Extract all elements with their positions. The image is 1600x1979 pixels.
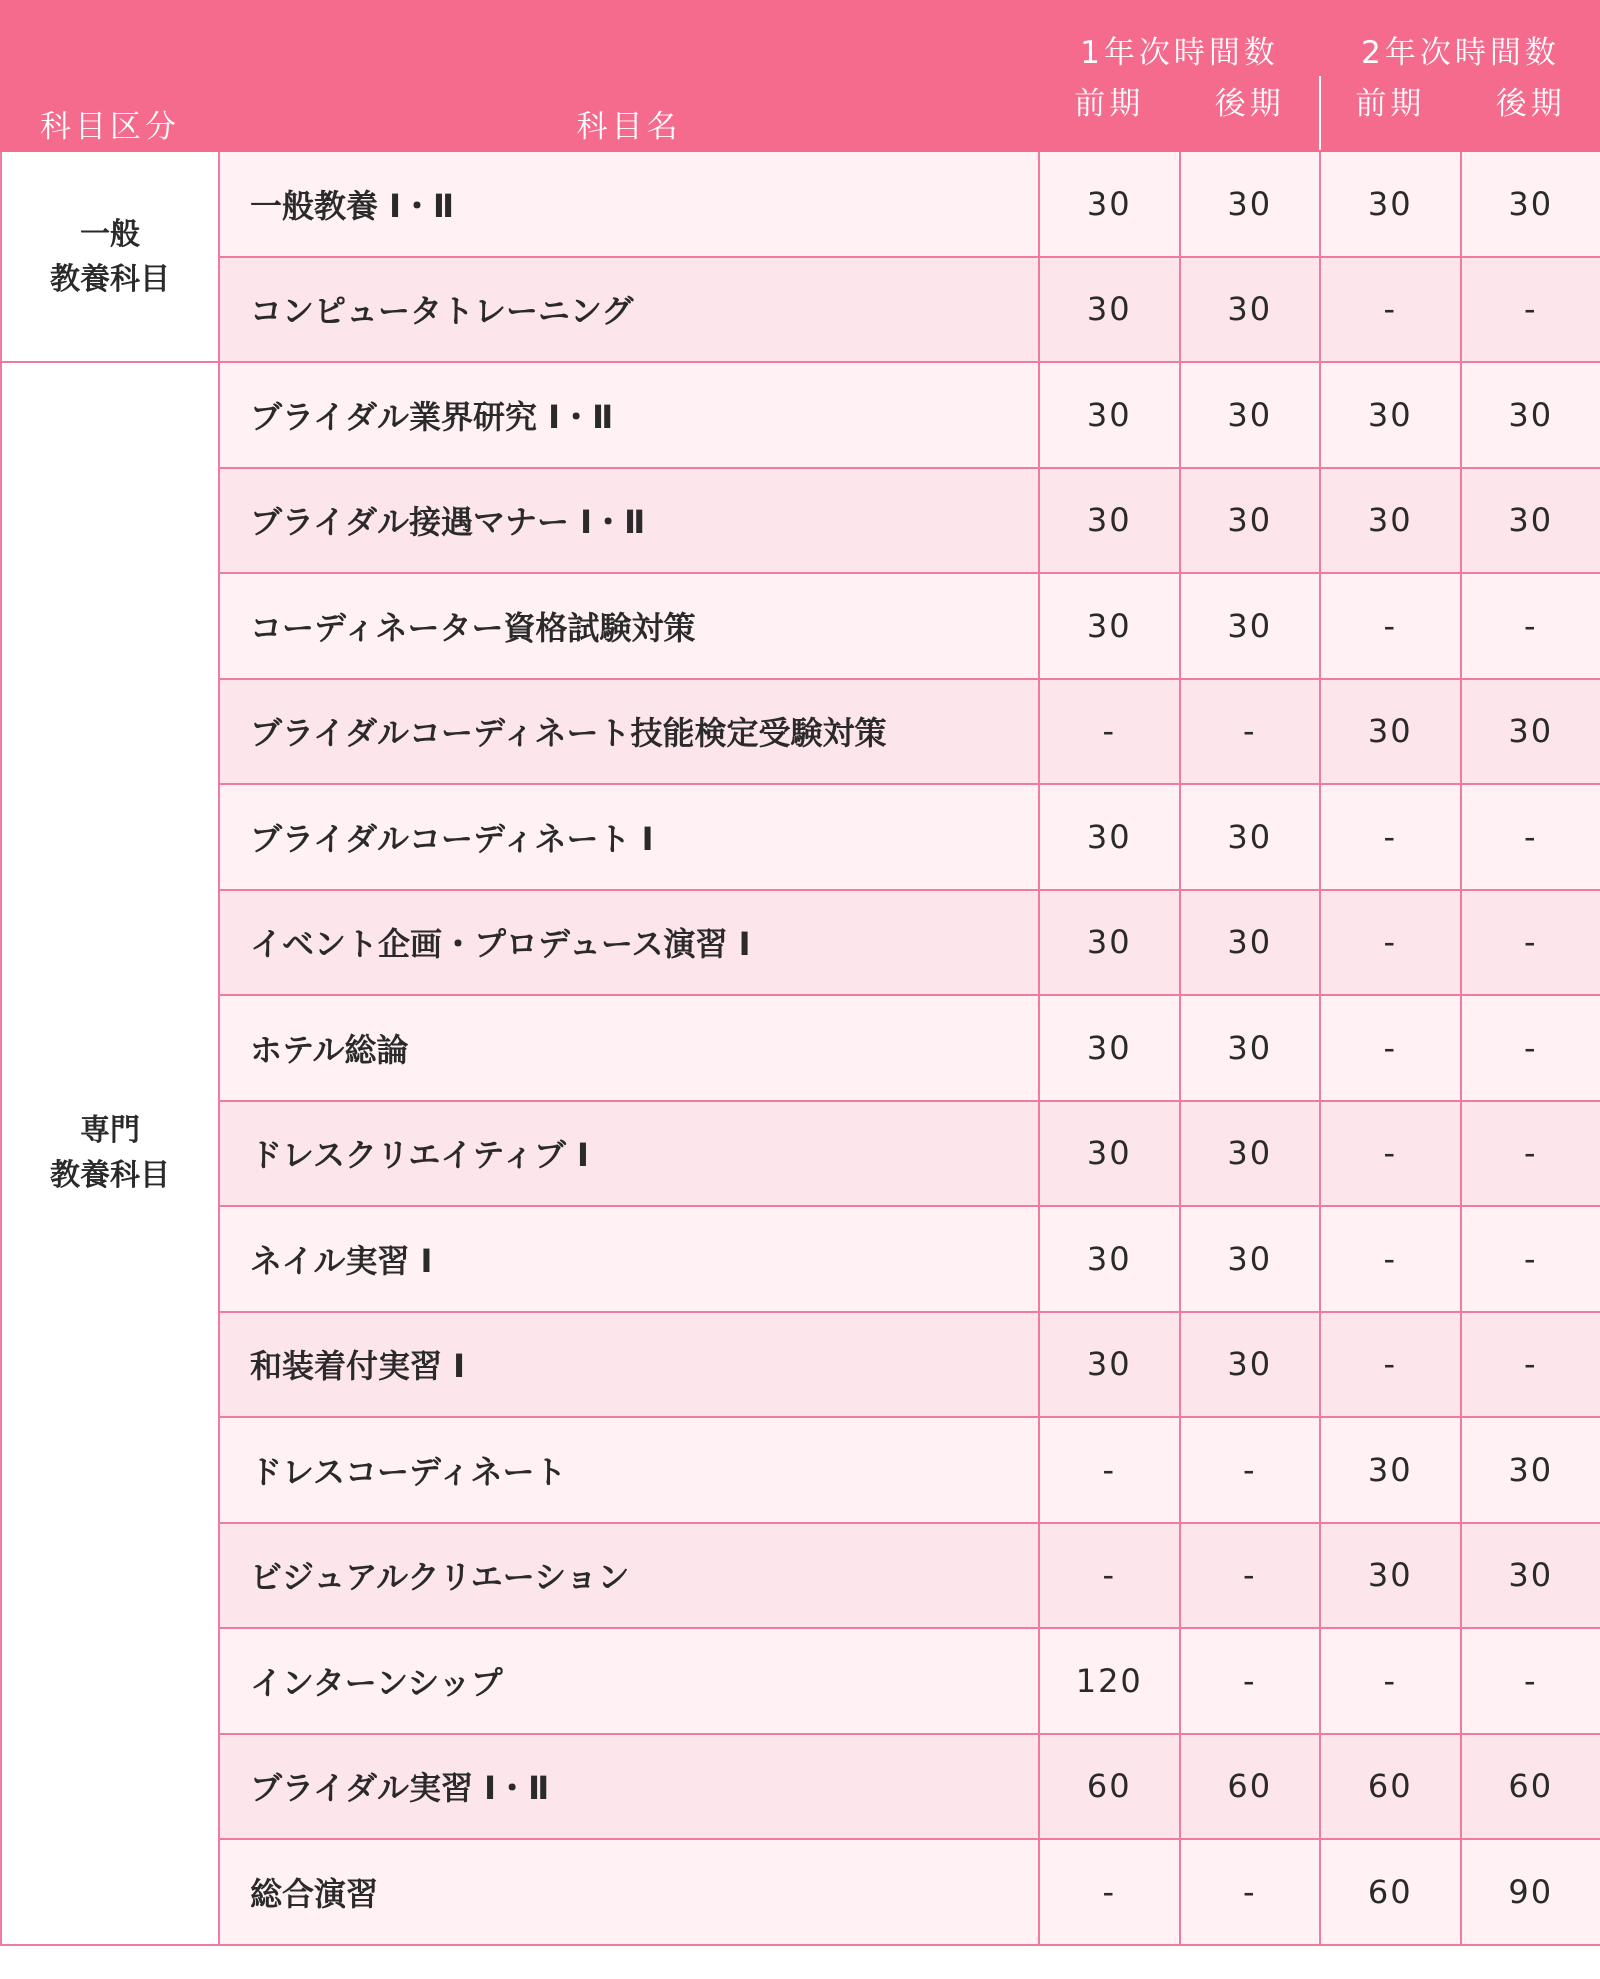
table-row — [1, 1206, 1600, 1312]
hours-cell-y1a: 120 — [1039, 1628, 1180, 1734]
hours-cell-y1b: 60 — [1180, 1734, 1321, 1840]
hours-cell-y2b: - — [1461, 784, 1600, 890]
table-row — [1, 468, 1600, 574]
hours-cell-y2a: 30 — [1320, 151, 1461, 257]
header-year2-hours: 2年次時間数 — [1320, 1, 1600, 76]
subject-name-cell: ブライダル実習 Ⅰ・Ⅱ — [219, 1734, 1039, 1840]
subject-name-cell: ブライダルコーディネート技能検定受験対策 — [219, 679, 1039, 785]
header-category: 科目区分 — [1, 1, 219, 151]
subject-name-cell: イベント企画・プロデュース演習 Ⅰ — [219, 890, 1039, 996]
hours-cell-y2b: 90 — [1461, 1839, 1600, 1945]
table-row — [1, 995, 1600, 1101]
hours-cell-y1a: - — [1039, 1839, 1180, 1945]
hours-cell-y1a: 30 — [1039, 995, 1180, 1101]
category-label-line2: 教養科目 — [50, 261, 170, 297]
hours-cell-y2a: 30 — [1320, 362, 1461, 468]
subject-name-cell: ブライダル業界研究 Ⅰ・Ⅱ — [219, 362, 1039, 468]
subject-name-cell: コンピュータトレーニング — [219, 257, 1039, 363]
subject-name-cell: ドレスコーディネート — [219, 1417, 1039, 1523]
hours-cell-y1b: 30 — [1180, 784, 1321, 890]
hours-cell-y1b: 30 — [1180, 995, 1321, 1101]
hours-cell-y1b: 30 — [1180, 1101, 1321, 1207]
hours-cell-y2b: 60 — [1461, 1734, 1600, 1840]
hours-cell-y1b: - — [1180, 1417, 1321, 1523]
table-row — [1, 1312, 1600, 1418]
hours-cell-y2a: 30 — [1320, 1523, 1461, 1629]
table-body — [1, 151, 1600, 1945]
hours-cell-y1a: 30 — [1039, 468, 1180, 574]
subject-name-cell: ドレスクリエイティブ Ⅰ — [219, 1101, 1039, 1207]
table-row — [1, 784, 1600, 890]
subject-name-cell: ブライダルコーディネート Ⅰ — [219, 784, 1039, 890]
hours-cell-y1b: - — [1180, 1628, 1321, 1734]
hours-cell-y2b: - — [1461, 1312, 1600, 1418]
hours-cell-y2a: 30 — [1320, 679, 1461, 785]
hours-cell-y1b: 30 — [1180, 468, 1321, 574]
hours-cell-y2b: - — [1461, 257, 1600, 363]
hours-cell-y2a: 60 — [1320, 1839, 1461, 1945]
subject-name-cell: コーディネーター資格試験対策 — [219, 573, 1039, 679]
hours-cell-y1b: 30 — [1180, 1206, 1321, 1312]
category-cell — [1, 151, 219, 362]
hours-cell-y2a: - — [1320, 257, 1461, 363]
table-row — [1, 362, 1600, 468]
hours-cell-y2a: - — [1320, 1628, 1461, 1734]
hours-cell-y2a: - — [1320, 1101, 1461, 1207]
hours-cell-y1b: - — [1180, 1523, 1321, 1629]
hours-cell-y1b: 30 — [1180, 573, 1321, 679]
header-year1-first-half: 前期 — [1039, 76, 1180, 151]
hours-cell-y2a: - — [1320, 573, 1461, 679]
table-row — [1, 257, 1600, 363]
hours-cell-y1a: 30 — [1039, 151, 1180, 257]
category-label-line1: 専門 — [80, 1113, 140, 1149]
hours-cell-y1b: 30 — [1180, 362, 1321, 468]
hours-cell-y2a: - — [1320, 1312, 1461, 1418]
hours-cell-y2a: - — [1320, 995, 1461, 1101]
hours-cell-y1b: 30 — [1180, 1312, 1321, 1418]
hours-cell-y1a: 30 — [1039, 1101, 1180, 1207]
hours-cell-y1b: 30 — [1180, 151, 1321, 257]
subject-name-cell: ビジュアルクリエーション — [219, 1523, 1039, 1629]
table-row — [1, 573, 1600, 679]
hours-cell-y2b: - — [1461, 1206, 1600, 1312]
category-cell — [1, 362, 219, 1945]
hours-cell-y2b: 30 — [1461, 1417, 1600, 1523]
hours-cell-y1a: 60 — [1039, 1734, 1180, 1840]
hours-cell-y1a: 30 — [1039, 1206, 1180, 1312]
table-row — [1, 1417, 1600, 1523]
table-header — [1, 1, 1600, 151]
hours-cell-y2b: 30 — [1461, 679, 1600, 785]
hours-cell-y2b: 30 — [1461, 362, 1600, 468]
hours-cell-y2b: - — [1461, 995, 1600, 1101]
category-label-line2: 教養科目 — [50, 1158, 170, 1194]
hours-cell-y2b: 30 — [1461, 1523, 1600, 1629]
hours-cell-y1b: - — [1180, 1839, 1321, 1945]
subject-name-cell: 和装着付実習 Ⅰ — [219, 1312, 1039, 1418]
hours-cell-y2b: - — [1461, 573, 1600, 679]
subject-name-cell: 一般教養 Ⅰ・Ⅱ — [219, 151, 1039, 257]
hours-cell-y1a: - — [1039, 1523, 1180, 1629]
table-row — [1, 1101, 1600, 1207]
header-year2-first-half: 前期 — [1320, 76, 1461, 151]
category-label-line1: 一般 — [80, 216, 140, 252]
table-row — [1, 1839, 1600, 1945]
hours-cell-y1a: 30 — [1039, 890, 1180, 996]
hours-cell-y1b: 30 — [1180, 890, 1321, 996]
hours-cell-y2b: 30 — [1461, 151, 1600, 257]
subject-name-cell: ホテル総論 — [219, 995, 1039, 1101]
hours-cell-y2a: - — [1320, 784, 1461, 890]
table-row — [1, 1628, 1600, 1734]
table-row — [1, 1523, 1600, 1629]
hours-cell-y2a: 30 — [1320, 468, 1461, 574]
table-row — [1, 890, 1600, 996]
hours-cell-y2a: 30 — [1320, 1417, 1461, 1523]
subject-name-cell: ネイル実習 Ⅰ — [219, 1206, 1039, 1312]
header-subject: 科目名 — [219, 1, 1039, 151]
subject-name-cell: 総合演習 — [219, 1839, 1039, 1945]
subject-name-cell: ブライダル接遇マナー Ⅰ・Ⅱ — [219, 468, 1039, 574]
table-row — [1, 151, 1600, 257]
subject-name-cell: インターンシップ — [219, 1628, 1039, 1734]
hours-cell-y2b: - — [1461, 1101, 1600, 1207]
hours-cell-y2a: 60 — [1320, 1734, 1461, 1840]
header-year1-second-half: 後期 — [1180, 76, 1321, 151]
hours-cell-y1b: - — [1180, 679, 1321, 785]
hours-cell-y1a: 30 — [1039, 257, 1180, 363]
header-year1-hours: 1年次時間数 — [1039, 1, 1320, 76]
hours-cell-y1a: 30 — [1039, 784, 1180, 890]
hours-cell-y1a: 30 — [1039, 1312, 1180, 1418]
hours-cell-y2a: - — [1320, 890, 1461, 996]
hours-cell-y1a: - — [1039, 1417, 1180, 1523]
hours-cell-y1a: 30 — [1039, 573, 1180, 679]
table-row — [1, 679, 1600, 785]
hours-cell-y1b: 30 — [1180, 257, 1321, 363]
hours-cell-y1a: 30 — [1039, 362, 1180, 468]
hours-cell-y2b: 30 — [1461, 468, 1600, 574]
hours-cell-y1a: - — [1039, 679, 1180, 785]
header-year2-second-half: 後期 — [1461, 76, 1600, 151]
hours-cell-y2b: - — [1461, 890, 1600, 996]
table-row — [1, 1734, 1600, 1840]
hours-cell-y2b: - — [1461, 1628, 1600, 1734]
hours-cell-y2a: - — [1320, 1206, 1461, 1312]
